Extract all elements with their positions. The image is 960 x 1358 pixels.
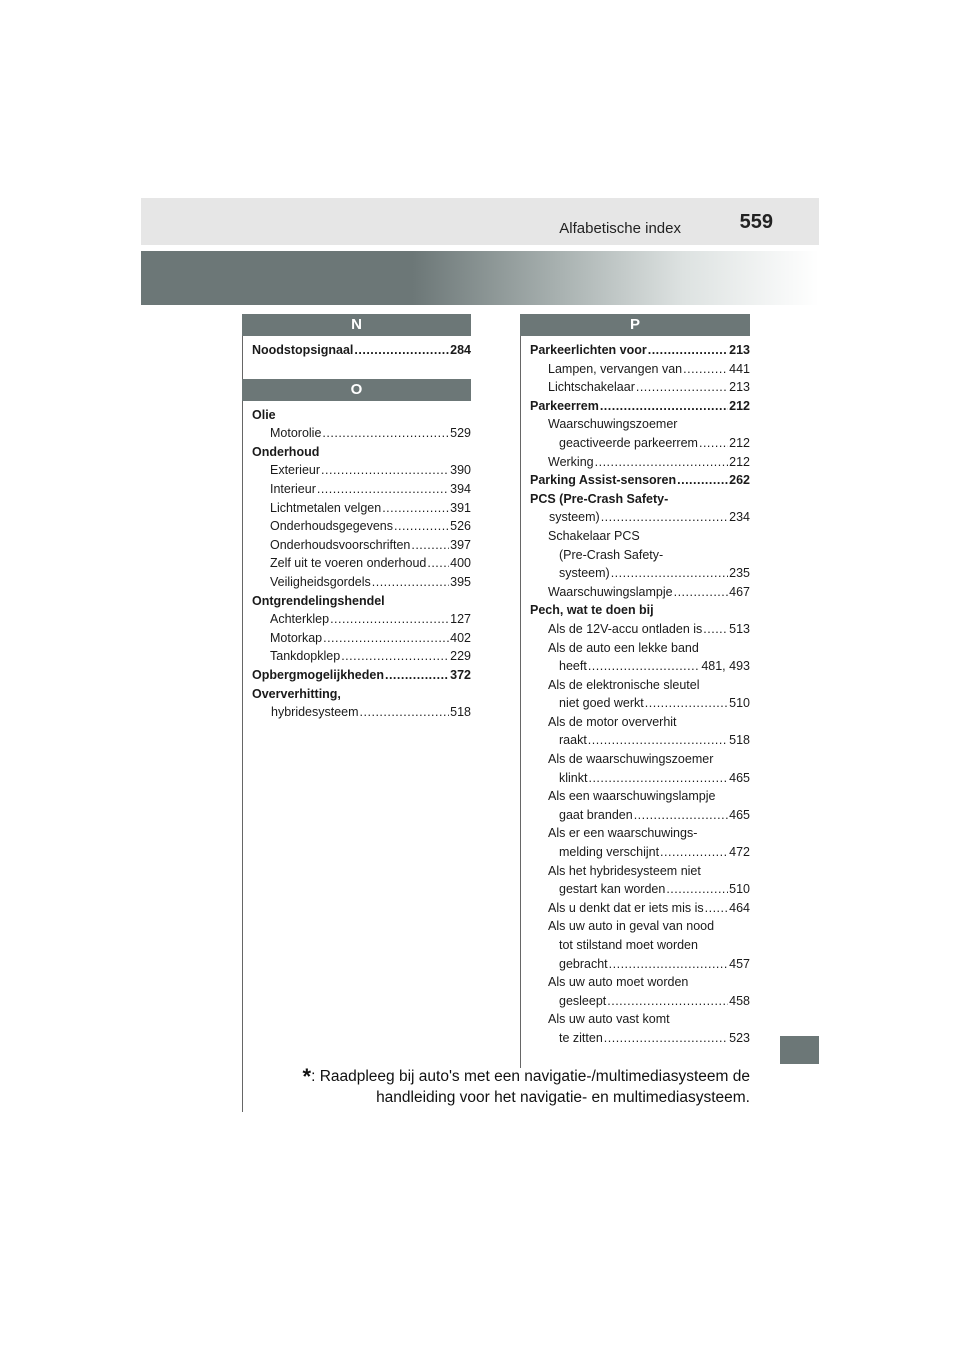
entry-label: Onderhoudsgegevens <box>270 519 394 534</box>
dot-leader <box>645 694 728 713</box>
entry-label: Als de waarschuwingszoemer <box>548 752 714 767</box>
entry-label: Noodstopsignaal <box>252 343 354 357</box>
index-entry <box>530 657 750 676</box>
dot-leader <box>699 434 728 453</box>
dot-leader <box>648 341 728 360</box>
index-entry <box>252 406 471 425</box>
index-entry <box>530 676 750 695</box>
index-entry <box>252 703 471 722</box>
index-entry <box>530 620 750 639</box>
dot-leader <box>609 955 728 974</box>
index-entry <box>252 666 471 685</box>
entry-label: Interieur <box>270 481 316 496</box>
entry-label: melding verschijnt <box>559 845 660 860</box>
dot-leader <box>317 480 449 499</box>
footnote-marker: * <box>302 1064 312 1089</box>
entry-label: Motorolie <box>270 426 322 441</box>
dot-leader <box>360 703 450 722</box>
entry-label: te zitten <box>559 1030 603 1045</box>
index-entry <box>530 341 750 360</box>
index-entry <box>252 685 471 704</box>
index-entry <box>530 1029 750 1048</box>
entry-page-number: 400 <box>450 556 471 571</box>
entry-page-number: 213 <box>729 380 750 395</box>
index-entry <box>530 453 750 472</box>
entry-page-number: 395 <box>450 574 471 589</box>
entry-page-number: 465 <box>729 807 750 822</box>
right-column <box>520 314 750 1048</box>
index-entry <box>530 490 750 509</box>
index-entry <box>530 434 750 453</box>
dot-leader <box>611 564 728 583</box>
letter-heading-n: N <box>242 314 471 336</box>
entry-label: Exterieur <box>270 463 321 478</box>
entry-label: Onderhoudsvoorschriften <box>270 537 411 552</box>
footnote-line-2: handleiding voor het navigatie- en multimediasysteem. <box>376 1089 750 1106</box>
footnote <box>300 1066 750 1108</box>
entry-label: Olie <box>252 407 276 422</box>
index-entry <box>530 824 750 843</box>
entry-page-number: 510 <box>729 696 750 711</box>
entry-label: Ontgrendelingshendel <box>252 593 385 608</box>
dot-leader <box>330 610 449 629</box>
index-entry <box>530 415 750 434</box>
entry-label: Als er een waarschuwings- <box>548 826 698 841</box>
index-entry <box>530 601 750 620</box>
entry-page-number: 391 <box>450 500 471 515</box>
entry-label: Als u denkt dat er iets mis is <box>548 900 704 915</box>
entry-page-number: 390 <box>450 463 471 478</box>
index-entry <box>530 397 750 416</box>
entry-page-number: 397 <box>450 537 471 552</box>
entry-label: Veiligheidsgordels <box>270 574 371 589</box>
index-entry <box>252 629 471 648</box>
entry-page-number: 213 <box>729 343 750 357</box>
entry-page-number: 481, 493 <box>701 659 750 674</box>
index-entry <box>530 992 750 1011</box>
dot-leader <box>321 461 449 480</box>
dot-leader <box>601 508 728 527</box>
entry-page-number: 402 <box>450 630 471 645</box>
index-entry <box>530 713 750 732</box>
entry-label: raakt <box>559 733 587 748</box>
entry-label: heeft <box>559 659 587 674</box>
dot-leader <box>341 647 449 666</box>
index-entry <box>530 973 750 992</box>
index-entry <box>530 750 750 769</box>
dot-leader <box>385 666 449 685</box>
entry-label: hybridesysteem <box>271 705 359 720</box>
entry-page-number: 234 <box>729 510 750 525</box>
index-entry <box>530 936 750 955</box>
index-entry <box>530 546 750 565</box>
entry-label: Als de motor oververhit <box>548 714 677 729</box>
entry-page-number: 212 <box>729 454 750 469</box>
entry-label: systeem) <box>559 566 610 581</box>
entry-page-number: 229 <box>450 649 471 664</box>
index-entry <box>530 731 750 750</box>
index-entry <box>530 583 750 602</box>
dot-leader <box>588 657 701 676</box>
index-entry <box>252 341 471 360</box>
entry-page-number: 513 <box>729 621 750 636</box>
index-entry <box>252 480 471 499</box>
chapter-tab <box>780 1036 819 1064</box>
entry-label: Achterklep <box>270 612 330 627</box>
index-entry <box>252 610 471 629</box>
dot-leader <box>372 573 449 592</box>
entry-label: Als een waarschuwingslampje <box>548 789 716 804</box>
header-gradient-bar <box>141 251 819 305</box>
index-entry <box>530 917 750 936</box>
dot-leader <box>382 499 449 518</box>
dot-leader <box>607 992 728 1011</box>
left-column <box>242 314 471 722</box>
entry-label: Zelf uit te voeren onderhoud <box>270 556 427 571</box>
section-title: Alfabetische index <box>559 220 681 237</box>
entry-label: Oververhitting, <box>252 686 341 701</box>
entry-page-number: 235 <box>729 566 750 581</box>
index-entry <box>530 471 750 490</box>
entry-label: tot stilstand moet worden <box>559 938 698 952</box>
index-entry <box>530 843 750 862</box>
entry-label: gestart kan worden <box>559 882 666 897</box>
dot-leader <box>322 424 449 443</box>
entry-label: geactiveerde parkeerrem <box>559 435 698 450</box>
entry-label: Pech, wat te doen bij <box>530 603 654 618</box>
entry-page-number: 510 <box>729 882 750 897</box>
index-entry <box>530 880 750 899</box>
index-entry <box>252 443 471 462</box>
index-entry <box>252 554 471 573</box>
index-entry <box>530 508 750 527</box>
entry-page-number: 284 <box>450 343 471 357</box>
dot-leader <box>634 806 728 825</box>
entry-label: Parking Assist-sensoren <box>530 473 677 488</box>
dot-leader <box>705 899 729 918</box>
dot-leader <box>666 880 728 899</box>
dot-leader <box>588 731 728 750</box>
index-entry <box>530 360 750 379</box>
entry-page-number: 127 <box>450 612 471 627</box>
entry-page-number: 212 <box>729 435 750 450</box>
entry-label: PCS (Pre-Crash Safety- <box>530 491 669 506</box>
entry-page-number: 464 <box>729 900 750 915</box>
index-entry <box>530 806 750 825</box>
entry-page-number: 529 <box>450 426 471 441</box>
dot-leader <box>703 620 728 639</box>
entry-label: Opbergmogelijkheden <box>252 667 384 682</box>
index-entry <box>530 1010 750 1029</box>
entry-label: gesleept <box>559 993 607 1008</box>
entry-label: Waarschuwingszoemer <box>548 417 678 432</box>
index-entry <box>252 499 471 518</box>
entry-label: Waarschuwingslampje <box>548 584 673 599</box>
entry-page-number: 441 <box>729 361 750 376</box>
entry-label: Als het hybridesysteem niet <box>548 863 701 878</box>
index-entries-n <box>242 336 471 360</box>
entry-page-number: 457 <box>729 956 750 971</box>
entry-label: systeem) <box>549 510 600 525</box>
index-entry <box>252 517 471 536</box>
index-entry <box>252 424 471 443</box>
entry-page-number: 465 <box>729 770 750 785</box>
index-entry <box>530 899 750 918</box>
dot-leader <box>394 517 449 536</box>
entry-label: niet goed werkt <box>559 696 644 711</box>
entry-label: Als de auto een lekke band <box>548 640 699 655</box>
entry-page-number: 467 <box>729 584 750 599</box>
dot-leader <box>427 554 449 573</box>
index-entry <box>252 647 471 666</box>
dot-leader <box>588 769 728 788</box>
index-entry <box>252 536 471 555</box>
dot-leader <box>595 453 729 472</box>
index-entry <box>530 694 750 713</box>
entry-label: Parkeerrem <box>530 398 599 413</box>
entry-label: gebracht <box>559 956 608 971</box>
entry-page-number: 518 <box>450 705 471 720</box>
entry-label: Lampen, vervangen van <box>548 361 683 376</box>
dot-leader <box>604 1029 728 1048</box>
index-entry <box>530 639 750 658</box>
entry-label: Lichtmetalen velgen <box>270 500 382 515</box>
dot-leader <box>323 629 449 648</box>
index-entry <box>530 378 750 397</box>
entry-label: Onderhoud <box>252 444 320 459</box>
entry-label: Als de 12V-accu ontladen is <box>548 621 703 636</box>
dot-leader <box>674 583 729 602</box>
entry-page-number: 262 <box>729 473 750 488</box>
entry-label: Motorkap <box>270 630 323 645</box>
entry-page-number: 394 <box>450 481 471 496</box>
entry-label: Als uw auto moet worden <box>548 975 689 990</box>
index-entry <box>530 862 750 881</box>
index-entry <box>252 592 471 611</box>
entry-label: Schakelaar PCS <box>548 528 640 543</box>
entry-label: Tankdopklep <box>270 649 341 664</box>
index-entry <box>530 769 750 788</box>
entry-page-number: 523 <box>729 1030 750 1045</box>
entry-page-number: 212 <box>729 398 750 413</box>
footnote-line-1: : Raadpleeg bij auto's met een navigatie-/multimediasysteem de <box>311 1068 750 1085</box>
entry-page-number: 472 <box>729 845 750 860</box>
index-entry <box>252 461 471 480</box>
index-entry <box>530 527 750 546</box>
dot-leader <box>600 397 728 416</box>
dot-leader <box>677 471 728 490</box>
entry-label: Als de elektronische sleutel <box>548 677 700 692</box>
index-entries-o <box>242 401 471 722</box>
entry-label: klinkt <box>559 770 588 785</box>
entry-label: Parkeerlichten voor <box>530 343 647 357</box>
index-entry <box>530 787 750 806</box>
entry-label: (Pre-Crash Safety- <box>559 547 664 562</box>
entry-page-number: 518 <box>729 733 750 748</box>
index-entry <box>252 573 471 592</box>
dot-leader <box>683 360 728 379</box>
letter-heading-o: O <box>242 379 471 401</box>
letter-heading-p: P <box>520 314 750 336</box>
entry-label: gaat branden <box>559 807 633 822</box>
entry-page-number: 458 <box>729 993 750 1008</box>
entry-label: Als uw auto in geval van nood <box>548 919 715 934</box>
index-entry <box>530 564 750 583</box>
index-entry <box>530 955 750 974</box>
entry-label: Als uw auto vast komt <box>548 1012 670 1027</box>
page-header <box>141 198 819 245</box>
entry-label: Werking <box>548 454 594 469</box>
dot-leader <box>660 843 728 862</box>
page-number: 559 <box>739 211 773 233</box>
dot-leader <box>636 378 728 397</box>
index-entries-p <box>520 336 750 1048</box>
entry-label: Lichtschakelaar <box>548 380 635 395</box>
entry-page-number: 372 <box>450 667 471 682</box>
entry-page-number: 526 <box>450 519 471 534</box>
dot-leader <box>354 341 449 360</box>
dot-leader <box>411 536 449 555</box>
